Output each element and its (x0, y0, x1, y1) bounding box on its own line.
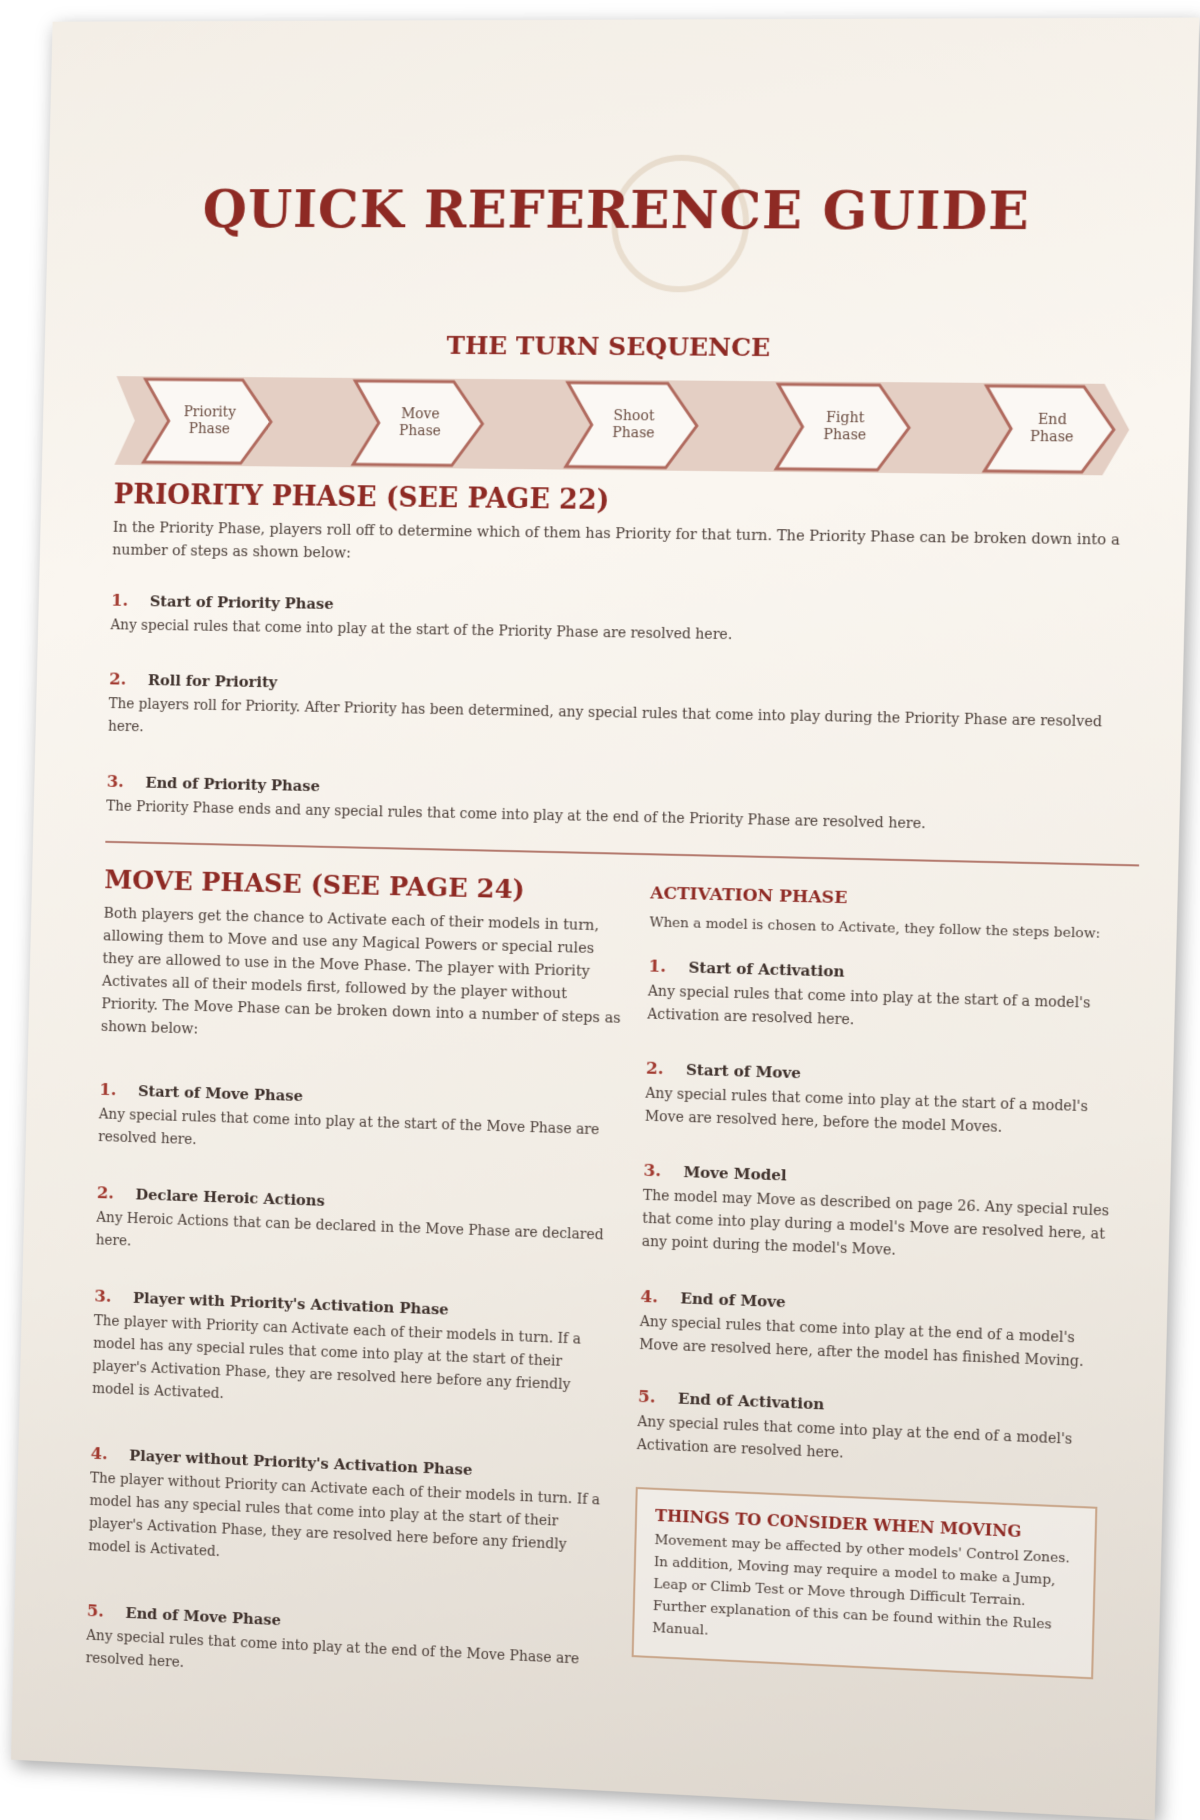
activation-step-4 (639, 1287, 1108, 1375)
step-number: 5. (637, 1386, 656, 1408)
tip-box (632, 1487, 1098, 1679)
tip-heading: THINGS TO CONSIDER WHEN MOVING (654, 1505, 1022, 1542)
step-number: 1. (648, 956, 667, 977)
step-number: 4. (640, 1286, 659, 1308)
step-number: 2. (96, 1183, 115, 1204)
step-heading: Roll for Priority (147, 671, 278, 692)
step-number: 3. (94, 1286, 112, 1307)
priority-phase-heading: PRIORITY PHASE (SEE PAGE 22) (113, 479, 610, 517)
step-heading: Start of Priority Phase (149, 592, 334, 613)
phase-label-end: End Phase (1029, 411, 1074, 446)
phase-label-priority: Priority Phase (183, 404, 237, 438)
step-number: 5. (86, 1601, 105, 1622)
priority-step-3 (106, 772, 1136, 841)
step-body: Any special rules that come into play at the start of the Move Phase are resolved here. (98, 1106, 600, 1149)
tip-body: Movement may be affected by other models' Control Zones. In addition, Moving may require a model to make a Jump, Leap or Climb Test or Move through Difficult Terrain. Further explanation of this can be found within the Rules Manual. (652, 1531, 1071, 1639)
step-body: The player with Priority can Activate each of their models in turn. If a model has any special rules that come into play at the start of their player's Activation Phase, they are resolved here before any friendly model is Activated. (92, 1313, 582, 1403)
reference-sheet (11, 18, 1199, 1820)
move-step-1 (98, 1080, 620, 1166)
step-body: Any special rules that come into play at the start of a model's Activation are resolved here. (647, 983, 1091, 1029)
step-body: The Priority Phase ends and any special rules that come into play at the end of the Priority Phase are resolved here. (106, 798, 926, 833)
priority-phase-intro: In the Priority Phase, players roll off to determine which of them has Priority for that turn. The Priority Phase can be broken down into a number of steps as shown below: (112, 519, 1121, 562)
step-number: 2. (109, 669, 127, 690)
step-body: The player without Priority can Activate each of their models in turn. If a model has any special rules that come into play at the start of their player's Activation Phase, they are resolved here before any friendly model is Activated. (88, 1470, 601, 1561)
move-step-3 (92, 1287, 615, 1422)
activation-step-3 (641, 1161, 1110, 1271)
activation-step-1 (647, 956, 1116, 1039)
activation-phase-intro: When a model is chosen to Activate, they follow the steps below: (649, 914, 1101, 942)
phase-label-move: Move Phase (398, 406, 442, 440)
step-body: The players roll for Priority. After Priority has been determined, any special rules that come into play during the Priority Phase are resolved here. (107, 696, 1103, 736)
move-step-2 (95, 1183, 617, 1271)
step-body: Any special rules that come into play at the start of a model's Move are resolved here, before the model Moves. (644, 1085, 1089, 1136)
step-body: Any special rules that come into play at the end of the Move Phase are resolved here. (85, 1627, 580, 1671)
step-heading: Player with Priority's Activation Phase (132, 1288, 449, 1319)
step-heading: Player without Priority's Activation Phase (129, 1446, 473, 1479)
activation-step-2 (645, 1059, 1114, 1144)
step-number: 3. (106, 771, 125, 792)
step-heading: End of Priority Phase (145, 773, 321, 796)
step-heading: Start of Activation (688, 958, 845, 981)
priority-step-2 (108, 670, 1139, 759)
turn-sequence-heading: THE TURN SEQUENCE (446, 330, 771, 363)
step-body: The model may Move as described on page 26. Any special rules that come into play during a model's Move are resolved here, at any point during the model's Move. (641, 1187, 1110, 1259)
step-body: Any special rules that come into play at the end of a model's Move are resolved here, after the model has finished Moving. (639, 1313, 1084, 1371)
step-heading: Start of Move Phase (137, 1082, 304, 1105)
move-step-5 (85, 1601, 607, 1696)
step-heading: End of Move Phase (125, 1604, 282, 1630)
priority-step-1 (110, 591, 1140, 654)
move-phase-heading: MOVE PHASE (SEE PAGE 24) (104, 865, 526, 906)
section-divider (105, 841, 1139, 867)
step-heading: End of Activation (677, 1389, 825, 1414)
activation-phase-heading: ACTIVATION PHASE (650, 883, 848, 909)
step-body: Any special rules that come into play at the end of a model's Activation are resolved here. (636, 1413, 1073, 1462)
step-heading: Start of Move (685, 1060, 802, 1083)
activation-step-5 (636, 1387, 1105, 1477)
step-body: Any Heroic Actions that can be declared in the Move Phase are declared here. (95, 1209, 604, 1250)
step-number: 4. (90, 1443, 109, 1465)
step-number: 1. (99, 1079, 117, 1101)
move-phase-intro: Both players get the chance to Activate each of their models in turn, allowing them to Move and use any Magical Powers or special rules they are allowed to use in the Move Phase. The player with Priority Activates all of their models first, followed by the player without Priority. The Move Phase can be broken down into a number of steps as shown below: (100, 905, 621, 1038)
step-heading: Declare Heroic Actions (135, 1185, 326, 1210)
turn-sequence-band (114, 361, 1136, 491)
phase-label-fight: Fight Phase (823, 409, 867, 444)
move-step-4 (88, 1444, 611, 1582)
phase-label-shoot: Shoot Phase (612, 408, 655, 442)
step-body: Any special rules that come into play at the start of the Priority Phase are resolved here. (110, 617, 733, 644)
step-number: 2. (645, 1058, 664, 1080)
page-title: QUICK REFERENCE GUIDE (202, 179, 1031, 243)
step-heading: Move Model (683, 1163, 787, 1185)
step-heading: End of Move (680, 1289, 786, 1312)
step-number: 1. (110, 590, 129, 611)
step-number: 3. (643, 1160, 662, 1182)
